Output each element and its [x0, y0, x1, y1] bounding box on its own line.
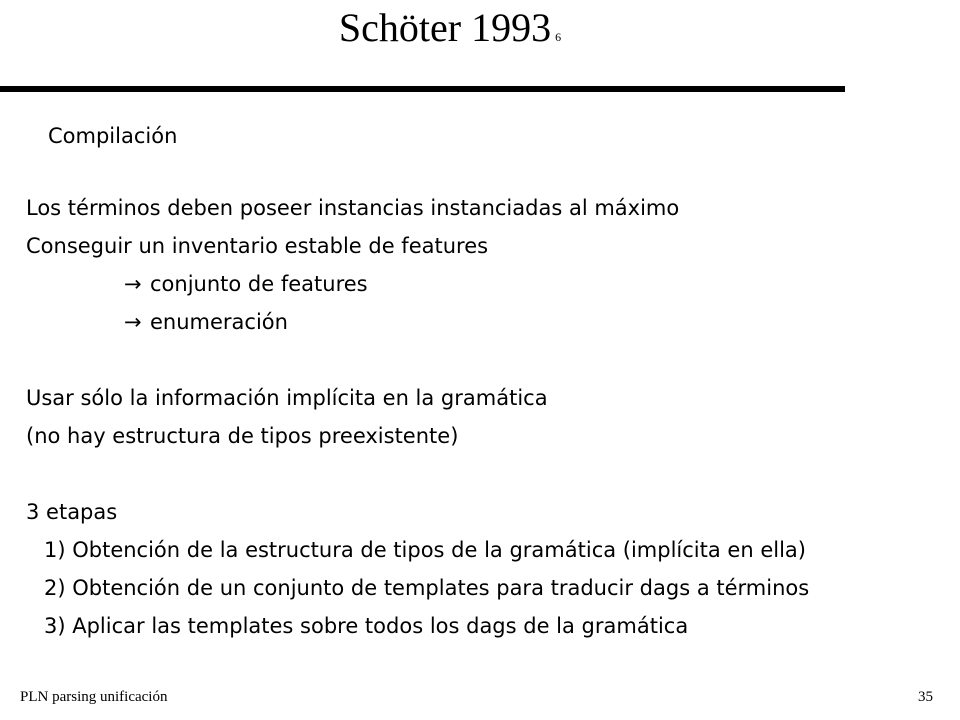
slide-title	[0, 2, 900, 63]
footer-course-label: PLN parsing unificación	[20, 689, 168, 705]
arrow-icon: →	[124, 272, 142, 296]
section-heading: Compilación	[48, 124, 178, 148]
title-text: Schöter 1993	[338, 5, 552, 50]
stage-3: 3) Aplicar las templates sobre todos los dags de la gramática	[44, 614, 689, 638]
arrow-icon: →	[124, 310, 142, 334]
title-divider	[0, 86, 845, 92]
stage-1: 1) Obtención de la estructura de tipos de la gramática (implícita en ella)	[44, 538, 806, 562]
body-line-5: Usar sólo la información implícita en la gramática	[26, 386, 548, 410]
body-line-1: Los términos deben poseer instancias instanciadas al máximo	[26, 196, 680, 220]
bullet-conjunto	[124, 268, 368, 300]
body-line-2: Conseguir un inventario estable de features	[26, 234, 489, 258]
stage-2: 2) Obtención de un conjunto de templates para traducir dags a términos	[44, 576, 810, 600]
body-line-6: (no hay estructura de tipos preexistente)	[26, 424, 459, 448]
footer-page-number: 35	[918, 689, 933, 705]
stages-heading: 3 etapas	[26, 500, 118, 524]
bullet-enumeracion-text: enumeración	[150, 310, 288, 334]
title-subscript: 6	[555, 30, 562, 44]
bullet-enumeracion	[124, 306, 288, 338]
bullet-conjunto-text: conjunto de features	[150, 272, 368, 296]
